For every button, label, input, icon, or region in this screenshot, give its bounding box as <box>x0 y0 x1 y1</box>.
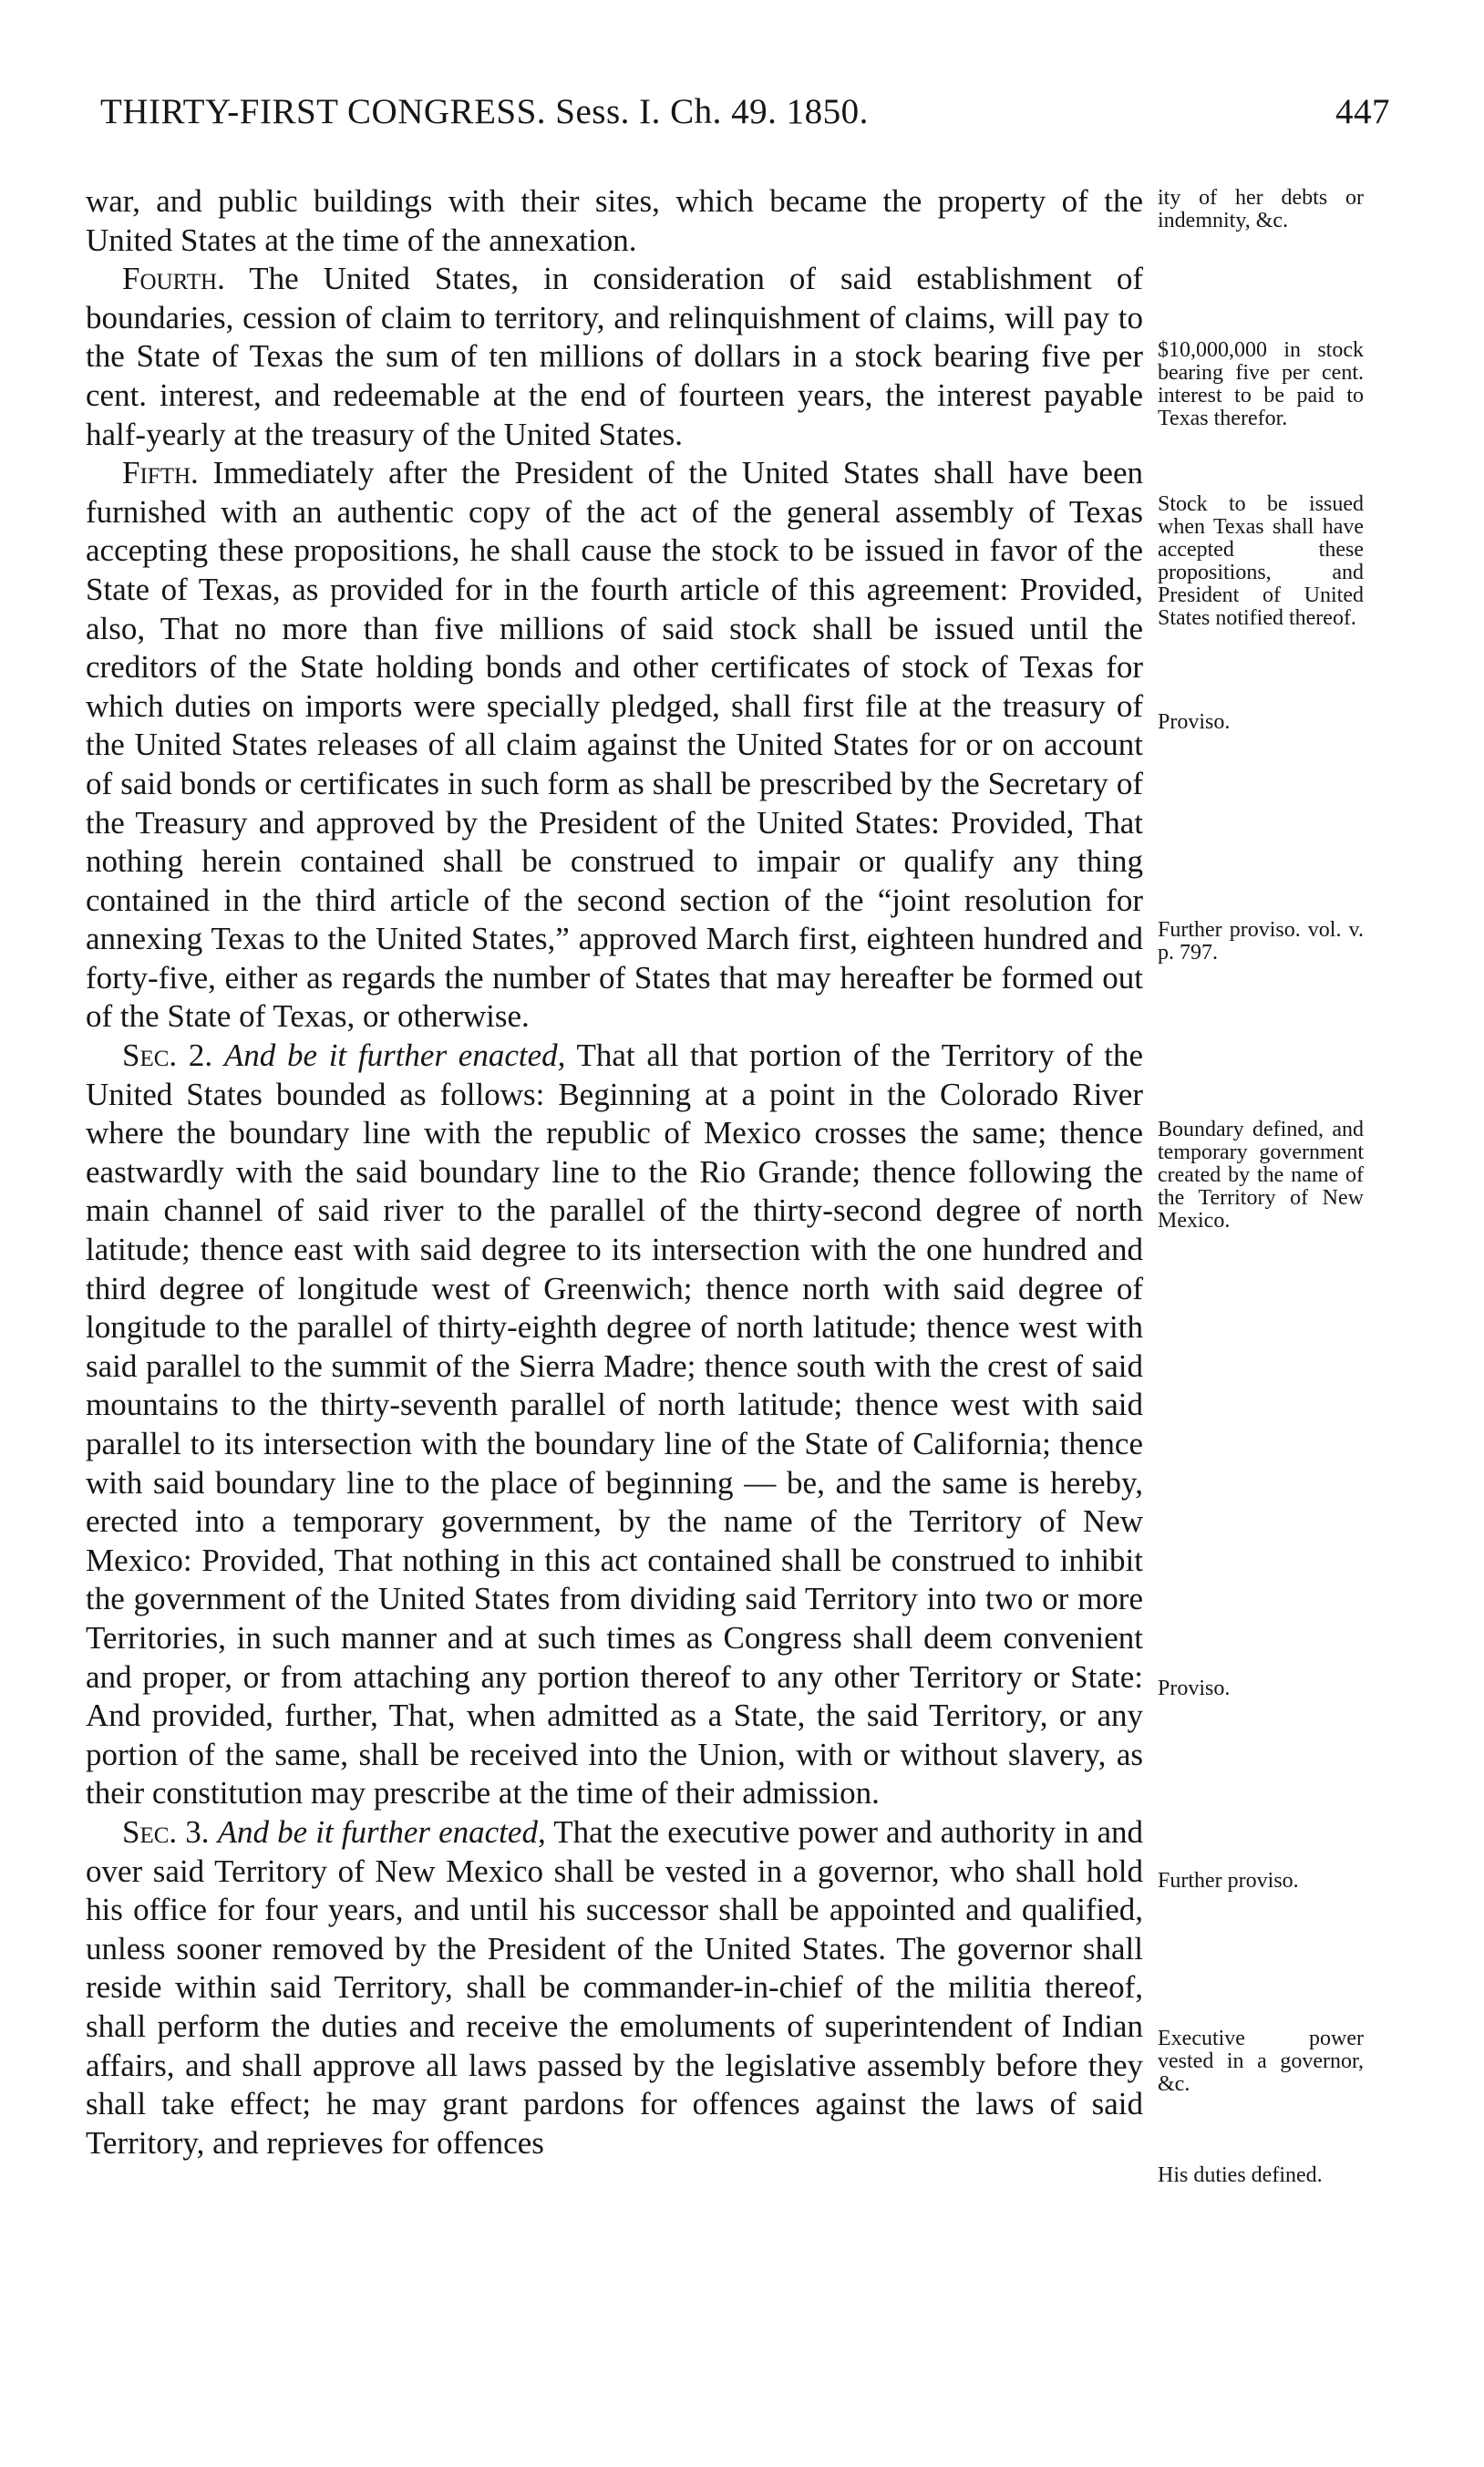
page-number: 447 <box>1335 92 1390 131</box>
margin-note: ity of her debts or indemnity, &c. <box>1158 186 1364 232</box>
margin-note: Further proviso. vol. v. p. 797. <box>1158 918 1364 965</box>
margin-note: Boundary defined, and temporary government created by the name of the Territory of New Mexico. <box>1158 1118 1364 1233</box>
margin-note: Stock to be issued when Texas shall have accepted these propositions, and President of United States notified thereof. <box>1158 492 1364 630</box>
paragraph-continuation: war, and public buildings with their sites, which became the property of the United States at the time of the annexation. <box>86 183 1143 258</box>
running-head: THIRTY-FIRST CONGRESS. Sess. I. Ch. 49. 1850. <box>100 92 869 131</box>
margin-note: Proviso. <box>1158 1677 1231 1700</box>
paragraph-section-3: Sec. 3. And be it further enacted, That the executive power and authority in and over said Territory of New Mexico shall be vested in a governor, who shall hold his office for four years, and until his successor shall be appointed and qualified, unless sooner removed by the President of the United States. The governor shall reside within said Territory, shall be commander-in-chief of the militia thereof, shall perform the duties and receive the emoluments of superintendent of Indian affairs, and shall approve all laws passed by the legislative assembly before they shall take effect; he may grant pardons for offences against the laws of said Territory, and reprieves for offences <box>86 1813 1144 2161</box>
margin-note: His duties defined. <box>1158 2163 1323 2187</box>
page-header <box>100 91 1390 146</box>
margin-note: Further proviso. <box>1158 1869 1299 1893</box>
margin-note: $10,000,000 in stock bearing five per cent. interest to be paid to Texas therefor. <box>1158 338 1364 430</box>
paragraph-section-2: Sec. 2. And be it further enacted, That all that portion of the Territory of the United States bounded as follows: Beginning at a point in the Colorado River where the boundary line with the republic of Mexico crosses the same; thence eastwardly with the said boundary line to the Rio Grande; thence following the main channel of said river to the parallel of the thirty-second degree of north latitude; thence east with said degree to its intersection with the one hundred and third degree of longitude west of Greenwich; thence north with said degree of longitude to the parallel of thirty-eighth degree of north latitude; thence west with said parallel to the summit of the Sierra Madre; thence south with the crest of said mountains to the thirty-seventh parallel of north latitude; thence west with said parallel to its intersection with the boundary line of the State of California; thence with said boundary line to the place of beginning — be, and the same is hereby, erected into a temporary government, by the name of the Territory of New Mexico: Provided, That nothing in this act contained shall be construed to inhibit the government of the United States from dividing said Territory into two or more Territories, in such manner and at such times as Congress shall deem convenient and proper, or from attaching any portion thereof to any other Territory or State: And provided, further, That, when admitted as a State, the said Territory, or any portion of the same, shall be received into the Union, with or without slavery, as their constitution may prescribe at the time of their admission. <box>86 1037 1143 1812</box>
paragraph-fourth: Fourth. The United States, in consideration of said establishment of boundaries, cession of claim to territory, and relinquishment of claims, will pay to the State of Texas the sum of ten millions of dollars in a stock bearing five per cent. interest, and redeemable at the end of fourteen years, the interest payable half-yearly at the treasury of the United States. <box>86 261 1143 452</box>
margin-note: Executive power vested in a governor, &c. <box>1158 2027 1364 2096</box>
body-text <box>86 182 1143 2162</box>
paragraph-fifth: Fifth. Immediately after the President of the United States shall have been furnished with an authentic copy of the act of the general assembly of Texas accepting these propositions, he shall cause the stock to be issued in favor of the State of Texas, as provided for in the fourth article of this agreement: Provided, also, That no more than five millions of said stock shall be issued until the creditors of the State holding bonds and other certificates of stock of Texas for which duties on imports were specially pledged, shall first file at the treasury of the United States releases of all claim against the United States for or on account of said bonds or certificates in such form as shall be prescribed by the Secretary of the Treasury and approved by the President of the United States: Provided, That nothing herein contained shall be construed to impair or qualify any thing contained in the third article of the second section of the “joint resolution for annexing Texas to the United States,” approved March first, eighteen hundred and forty-five, either as regards the number of States that may hereafter be formed out of the State of Texas, or otherwise. <box>86 455 1143 1035</box>
margin-note: Proviso. <box>1158 710 1231 734</box>
